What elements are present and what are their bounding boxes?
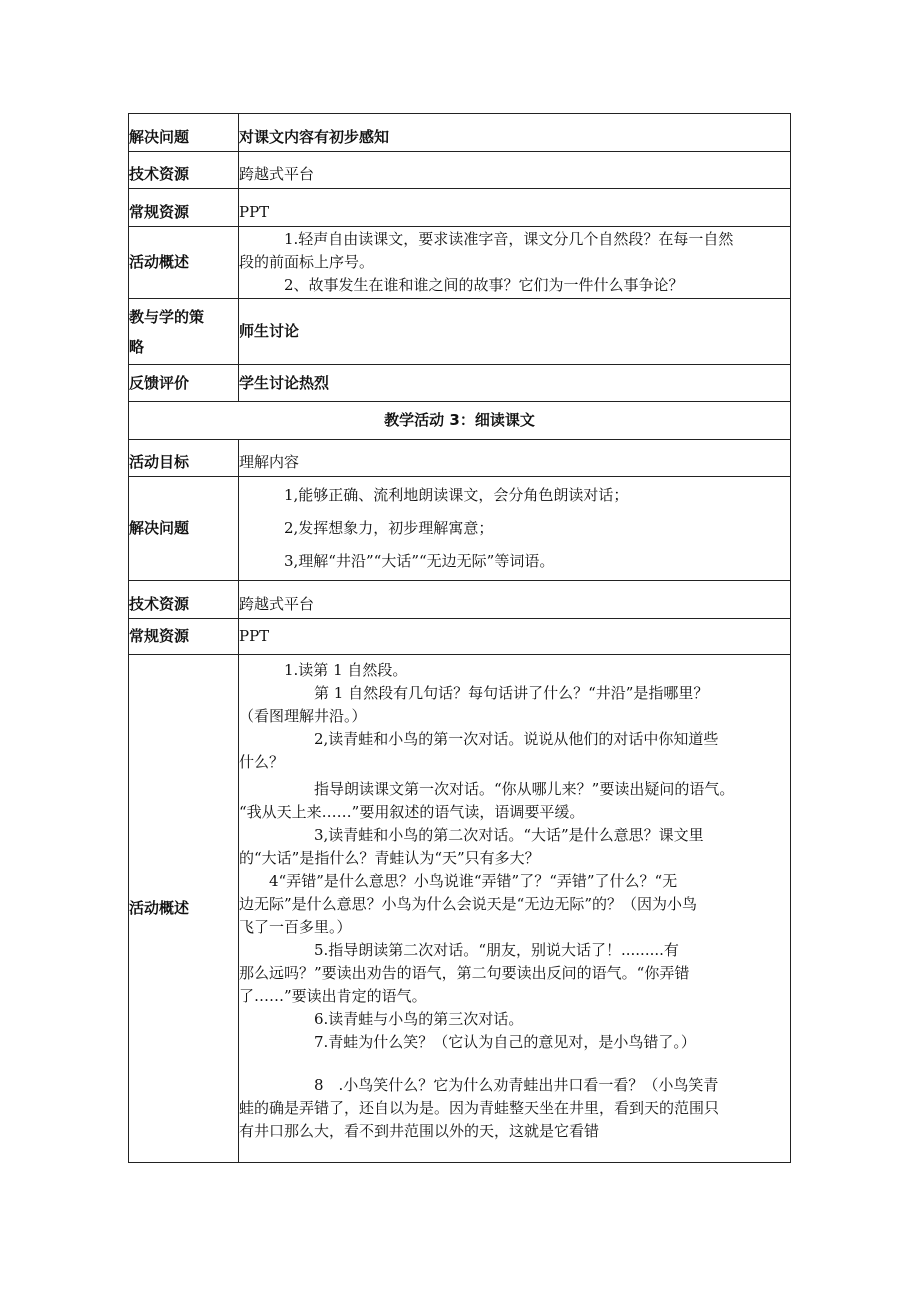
row-activity [129,227,791,299]
label-problem: 解决问题 [129,114,239,152]
activity2-line-6: 指导朗读课文第一次对话。“你从哪儿来？”要读出疑问的语气。 [314,780,735,798]
problem-line-1: 1,能够正确、流利地朗读课文，会分角色朗读对话； [284,486,629,504]
activity2-line-12: 飞了一百多里。） [239,918,352,936]
activity2-line-9: 的“大话”是指什么？青蛙认为“天”只有多大？ [239,849,540,867]
activity2-line-11: 边无际”是什么意思？小鸟为什么会说天是“无边无际”的？（因为小鸟 [239,895,698,913]
value-strategy: 师生讨论 [239,299,791,365]
label-activity-2: 活动概述 [129,655,239,1163]
value-activity-2 [239,655,791,1163]
label-strategy-line1: 教与学的策 [129,307,205,326]
value-resource: PPT [239,189,791,227]
activity2-line-8: 3,读青蛙和小鸟的第二次对话。“大话”是什么意思？课文里 [314,826,704,844]
activity2-line-1: 1.读第 1 自然段。 [284,661,408,679]
row-resource [129,189,791,227]
section-title: 教学活动 3：细读课文 [129,402,791,440]
label-resource: 常规资源 [129,189,239,227]
value-problem: 对课文内容有初步感知 [239,114,791,152]
activity2-line-20: 有井口那么大，看不到井范围以外的天，这就是它看错 [239,1122,600,1140]
value-tech: 跨越式平台 [239,152,791,189]
label-tech-2: 技术资源 [129,581,239,619]
activity2-line-18: 8 .小鸟笑什么？它为什么劝青蛙出井口看一看？（小鸟笑青 [314,1076,719,1094]
label-tech: 技术资源 [129,152,239,189]
row-problem [129,114,791,152]
label-activity: 活动概述 [129,227,239,299]
row-goal [129,440,791,477]
label-problem-2: 解决问题 [129,477,239,581]
activity2-line-3: （看图理解井沿。） [239,707,367,725]
activity2-line-4: 2,读青蛙和小鸟的第一次对话。说说从他们的对话中你知道些 [314,730,719,748]
row-tech-2 [129,581,791,619]
label-strategy-line2: 略 [129,337,145,356]
label-goal: 活动目标 [129,440,239,477]
label-resource-2: 常规资源 [129,619,239,655]
row-section-header [129,402,791,440]
problem-line-3: 3,理解“井沿”“大话”“无边无际”等词语。 [284,552,555,570]
value-goal: 理解内容 [239,440,791,477]
value-feedback: 学生讨论热烈 [239,365,791,402]
value-resource-2: PPT [239,619,791,655]
activity2-line-2: 第 1 自然段有几句话？每句话讲了什么？“井沿”是指哪里？ [314,684,709,702]
row-activity-2 [129,655,791,1163]
activity2-line-5: 什么？ [239,753,285,771]
activity-line-3: 2、故事发生在谁和谁之间的故事？它们为一件什么事争论？ [284,276,684,294]
activity-line-2: 段的前面标上序号。 [239,253,375,271]
value-problem-2 [239,477,791,581]
lesson-plan-table [128,113,791,1163]
activity2-line-14: 那么远吗？”要读出劝告的语气，第二句要读出反问的语气。“你弄错 [239,964,690,982]
label-strategy [129,299,239,365]
row-feedback [129,365,791,402]
activity2-line-15: 了……”要读出肯定的语气。 [239,987,427,1005]
row-tech [129,152,791,189]
activity-line-1: 1.轻声自由读课文，要求读准字音，课文分几个自然段？在每一自然 [284,230,734,248]
activity2-line-17: 7.青蛙为什么笑？（它认为自己的意见对，是小鸟错了。） [314,1033,696,1051]
activity2-line-19: 蛙的确是弄错了，还自以为是。因为青蛙整天坐在井里，看到天的范围只 [239,1099,720,1117]
label-feedback: 反馈评价 [129,365,239,402]
value-tech-2: 跨越式平台 [239,581,791,619]
activity2-line-13: 5.指导朗读第二次对话。“朋友，别说大话了！.........有 [314,941,679,959]
activity2-line-16: 6.读青蛙与小鸟的第三次对话。 [314,1010,524,1028]
problem-line-2: 2,发挥想象力，初步理解寓意； [284,519,494,537]
activity2-line-7: “我从天上来……”要用叙述的语气读，语调要平缓。 [239,803,585,821]
row-resource-2 [129,619,791,655]
row-problem-2 [129,477,791,581]
activity2-line-10: 4“弄错”是什么意思？小鸟说谁“弄错”了？“弄错”了什么？“无 [269,872,678,890]
value-activity [239,227,791,299]
row-strategy [129,299,791,365]
